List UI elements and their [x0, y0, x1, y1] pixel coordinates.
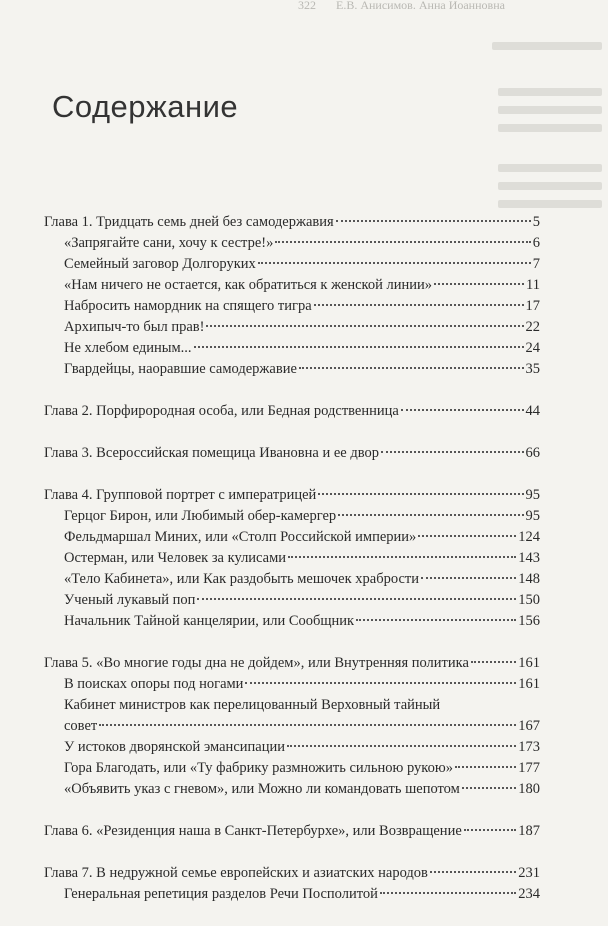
- entry-label: Начальник Тайной канцелярии, или Сообщник: [64, 613, 355, 629]
- toc-entry-chapter[interactable]: [44, 401, 540, 422]
- entry-page: 35: [525, 361, 540, 377]
- entry-page: 161: [518, 676, 540, 692]
- table-of-contents: [44, 212, 540, 926]
- toc-entry-section[interactable]: [44, 674, 540, 695]
- dot-leader: [336, 220, 531, 222]
- entry-page: 167: [518, 718, 540, 734]
- entry-label: Глава 4. Групповой портрет с императрицей: [44, 487, 317, 503]
- entry-label: «Запрягайте сани, хочу к сестре!»: [64, 235, 274, 251]
- entry-page: 148: [518, 571, 540, 587]
- dot-leader: [258, 262, 531, 264]
- toc-entry-chapter[interactable]: [44, 653, 540, 674]
- dot-leader: [288, 556, 516, 558]
- entry-page: 173: [518, 739, 540, 755]
- entry-page: 177: [518, 760, 540, 776]
- page-title: Содержание: [52, 88, 239, 124]
- entry-page: 156: [518, 613, 540, 629]
- bleed-line: [498, 88, 602, 96]
- toc-entry-section[interactable]: [44, 506, 540, 527]
- toc-entry-section[interactable]: [44, 569, 540, 590]
- dot-leader: [275, 241, 530, 243]
- entry-page: 161: [518, 655, 540, 671]
- toc-entry-chapter[interactable]: [44, 443, 540, 464]
- entry-page: 234: [518, 886, 540, 902]
- toc-entry-section[interactable]: [44, 359, 540, 380]
- entry-page: 5: [532, 214, 540, 230]
- toc-entry-section[interactable]: [44, 779, 540, 800]
- chapter-4: [44, 485, 540, 632]
- entry-label: Гора Благодать, или «Ту фабрику размножить сильною рукою»: [64, 760, 453, 776]
- dot-leader: [401, 409, 524, 411]
- bleed-line: [498, 164, 602, 172]
- dot-leader: [299, 367, 524, 369]
- entry-label: Остерман, или Человек за кулисами: [64, 550, 287, 566]
- toc-entry-chapter[interactable]: [44, 212, 540, 233]
- entry-label: Глава 3. Всероссийская помещица Ивановна и ее двор: [44, 445, 379, 461]
- dot-leader: [381, 451, 524, 453]
- toc-entry-section[interactable]: [44, 548, 540, 569]
- dot-leader: [197, 598, 516, 600]
- chapter-5: [44, 653, 540, 800]
- chapter-7: [44, 863, 540, 905]
- dot-leader: [455, 766, 516, 768]
- dot-leader: [206, 325, 523, 327]
- entry-page: 22: [525, 319, 540, 335]
- bleed-line: [498, 200, 602, 208]
- dot-leader: [418, 535, 516, 537]
- toc-entry-section[interactable]: [44, 296, 540, 317]
- chapter-1: [44, 212, 540, 380]
- entry-label: Глава 2. Порфирородная особа, или Бедная родственница: [44, 403, 399, 419]
- entry-label: Фельдмаршал Миних, или «Столп Российской империи»: [64, 529, 417, 545]
- toc-entry-section[interactable]: [44, 737, 540, 758]
- dot-leader: [356, 619, 516, 621]
- dot-leader: [99, 724, 516, 726]
- entry-label: Набросить намордник на спящего тигра: [64, 298, 312, 314]
- toc-entry-section[interactable]: [44, 758, 540, 779]
- toc-entry-section[interactable]: [44, 275, 540, 296]
- toc-entry-section[interactable]: [44, 254, 540, 275]
- entry-page: 7: [532, 256, 540, 272]
- entry-page: 187: [518, 823, 540, 839]
- dot-leader: [245, 682, 516, 684]
- dot-leader: [314, 304, 524, 306]
- bleed-line: [498, 182, 602, 190]
- chapter-2: [44, 401, 540, 422]
- entry-label: Не хлебом единым...: [64, 340, 192, 356]
- entry-label: «Нам ничего не остается, как обратиться к женской линии»: [64, 277, 433, 293]
- dot-leader: [462, 787, 516, 789]
- entry-page: 17: [525, 298, 540, 314]
- entry-label: Ученый лукавый поп: [64, 592, 196, 608]
- entry-label: Кабинет министров как перелицованный Верховный тайный: [64, 697, 441, 713]
- entry-label: Семейный заговор Долгоруких: [64, 256, 256, 272]
- entry-page: 24: [525, 340, 540, 356]
- entry-page: 6: [532, 235, 540, 251]
- running-header-page-number: 322: [298, 0, 316, 12]
- toc-entry-section[interactable]: [44, 317, 540, 338]
- entry-page: 231: [518, 865, 540, 881]
- entry-page: 95: [525, 508, 540, 524]
- dot-leader: [430, 871, 516, 873]
- entry-label: Гвардейцы, наоравшие самодержавие: [64, 361, 297, 377]
- chapter-3: [44, 443, 540, 464]
- entry-label: Архипыч-то был прав!: [64, 319, 205, 335]
- chapter-6: [44, 821, 540, 842]
- toc-entry-section[interactable]: [44, 233, 540, 254]
- dot-leader: [471, 661, 516, 663]
- dot-leader: [421, 577, 516, 579]
- bleed-line: [498, 106, 602, 114]
- toc-entry-chapter[interactable]: [44, 821, 540, 842]
- dot-leader: [194, 346, 524, 348]
- entry-label-continued: совет: [64, 718, 98, 734]
- dot-leader: [380, 892, 516, 894]
- dot-leader: [318, 493, 523, 495]
- entry-page: 150: [518, 592, 540, 608]
- running-header-author: Е.В. Анисимов. Анна Иоанновна: [336, 0, 505, 12]
- toc-entry-section[interactable]: [44, 527, 540, 548]
- bleed-line: [492, 42, 602, 50]
- entry-label: Герцог Бирон, или Любимый обер-камергер: [64, 508, 337, 524]
- toc-entry-section[interactable]: [44, 695, 540, 716]
- entry-label: Глава 1. Тридцать семь дней без самодержавия: [44, 214, 334, 230]
- entry-label: Глава 5. «Во многие годы дна не дойдем», или Внутренняя политика: [44, 655, 469, 671]
- toc-entry-section[interactable]: [44, 338, 540, 359]
- toc-entry-section[interactable]: [44, 611, 540, 632]
- entry-page: 143: [518, 550, 540, 566]
- toc-entry-section[interactable]: [44, 884, 540, 905]
- dot-leader: [338, 514, 523, 516]
- entry-page: 44: [525, 403, 540, 419]
- entry-label: У истоков дворянской эмансипации: [64, 739, 285, 755]
- entry-page: 180: [518, 781, 540, 797]
- dot-leader: [434, 283, 524, 285]
- entry-page: 124: [518, 529, 540, 545]
- dot-leader: [464, 829, 516, 831]
- dot-leader: [287, 745, 516, 747]
- toc-entry-chapter[interactable]: [44, 485, 540, 506]
- entry-page: 95: [525, 487, 540, 503]
- entry-page: 11: [526, 277, 540, 293]
- toc-entry-section-continued[interactable]: [44, 716, 540, 737]
- entry-label: Генеральная репетиция разделов Речи Посполитой: [64, 886, 378, 902]
- entry-label: Глава 6. «Резиденция наша в Санкт-Петербурхе», или Возвращение: [44, 823, 462, 839]
- entry-label: «Тело Кабинета», или Как раздобыть мешочек храбрости: [64, 571, 419, 587]
- entry-label: Глава 7. В недружной семье европейских и азиатских народов: [44, 865, 428, 881]
- entry-label: «Объявить указ с гневом», или Можно ли командовать шепотом: [64, 781, 460, 797]
- bleed-line: [498, 124, 602, 132]
- entry-page: 66: [525, 445, 540, 461]
- entry-label: В поисках опоры под ногами: [64, 676, 244, 692]
- toc-entry-section[interactable]: [44, 590, 540, 611]
